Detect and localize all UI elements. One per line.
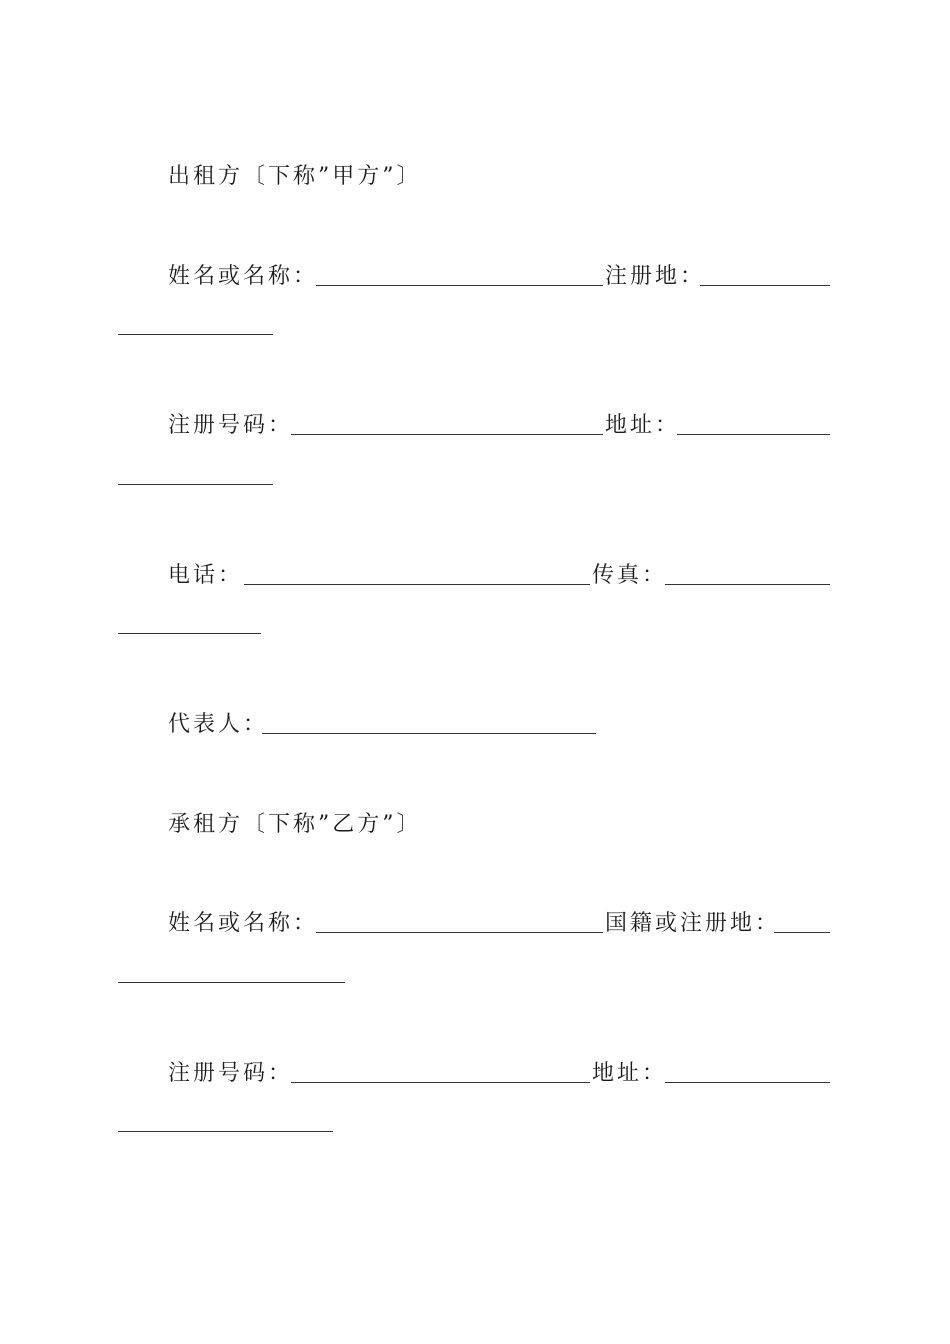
lessee-reg-no-label: 注册号码： — [168, 1061, 294, 1086]
lessor-representative-label: 代表人： — [168, 712, 269, 737]
lessor-reg-no-label: 注册号码： — [168, 413, 294, 438]
lessor-registered-place-blank-cont[interactable] — [118, 334, 273, 335]
lessor-fax-label: 传真： — [592, 563, 668, 588]
lessor-fax-blank[interactable] — [665, 584, 830, 585]
lessor-heading: 出租方〔下称”甲方”〕 — [168, 164, 422, 189]
lessee-address-blank-cont[interactable] — [118, 1131, 333, 1132]
lessee-name-blank[interactable] — [316, 932, 603, 933]
lessee-heading: 承租方〔下称”乙方”〕 — [168, 812, 422, 837]
lessor-fax-blank-cont[interactable] — [118, 633, 261, 634]
lessee-reg-no-blank[interactable] — [291, 1082, 590, 1083]
lessee-address-blank[interactable] — [665, 1082, 830, 1083]
lessor-phone-label: 电话： — [168, 563, 244, 588]
lessee-nationality-label: 国籍或注册地： — [605, 911, 781, 936]
lessor-address-label: 地址： — [605, 413, 681, 438]
lessor-address-blank-cont[interactable] — [118, 484, 273, 485]
lessor-name-label: 姓名或名称： — [168, 264, 319, 289]
lessor-reg-no-blank[interactable] — [291, 434, 603, 435]
lessor-phone-blank[interactable] — [244, 584, 590, 585]
lessee-nationality-blank[interactable] — [774, 932, 830, 933]
lessor-registered-place-blank[interactable] — [700, 285, 830, 286]
lessor-registered-place-label: 注册地： — [605, 264, 706, 289]
lessee-address-label: 地址： — [592, 1061, 668, 1086]
lessor-name-blank[interactable] — [316, 285, 603, 286]
lessor-representative-blank[interactable] — [262, 733, 596, 734]
lessee-name-label: 姓名或名称： — [168, 911, 319, 936]
lessee-nationality-blank-cont[interactable] — [118, 982, 345, 983]
lessor-address-blank[interactable] — [677, 434, 830, 435]
